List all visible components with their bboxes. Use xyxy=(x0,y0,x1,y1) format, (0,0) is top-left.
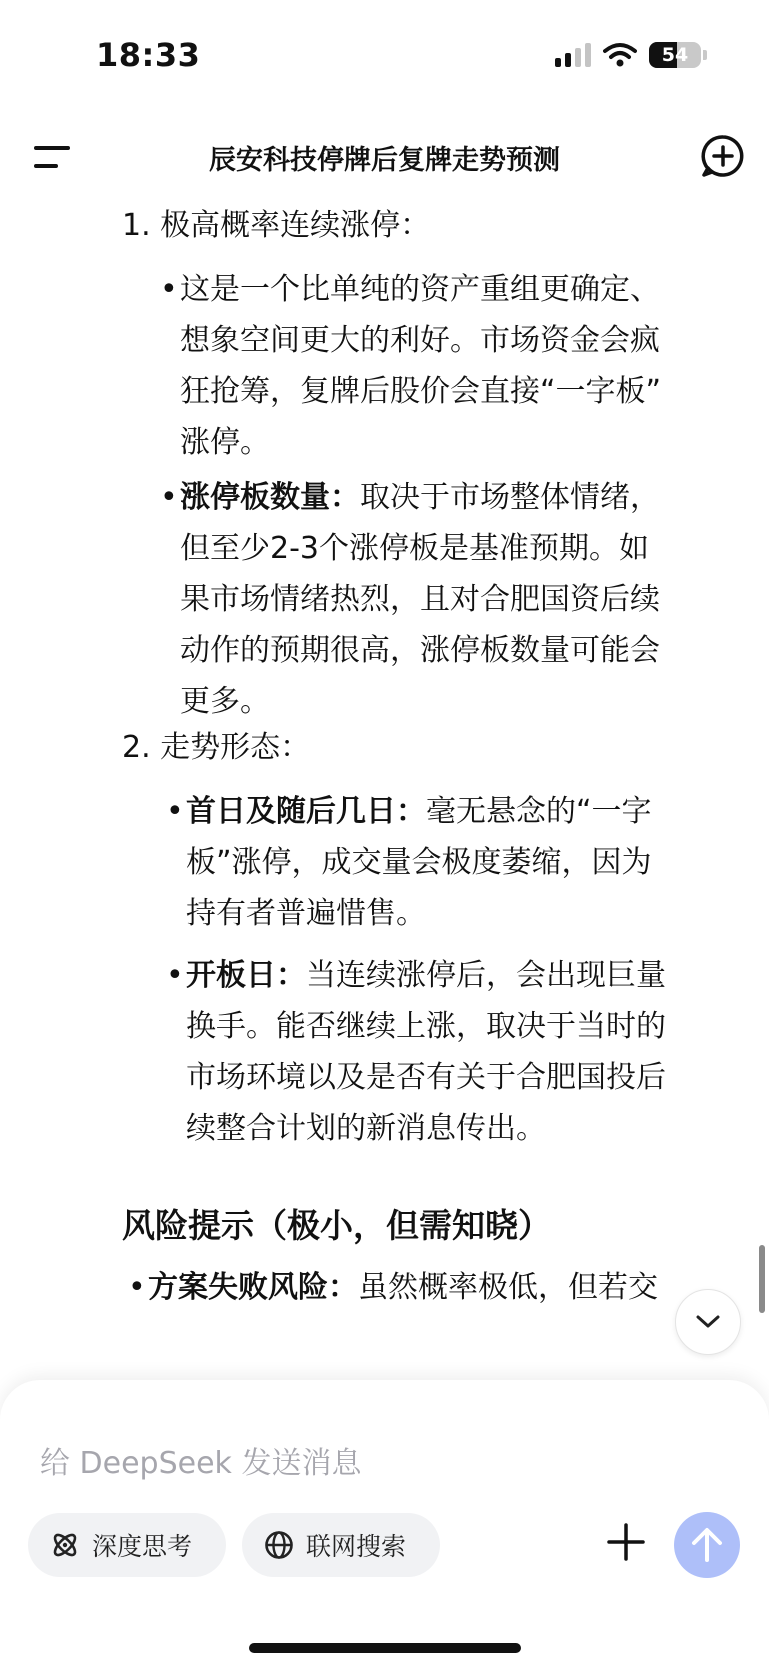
bullet-dot: • xyxy=(166,958,184,993)
item-title: 极高概率连续涨停： xyxy=(160,208,431,243)
bullet-line: 果市场情绪热烈，且对合肥国资后续 xyxy=(180,582,660,617)
bullet-bold: 开板日： xyxy=(186,958,306,993)
home-indicator xyxy=(249,1643,521,1653)
bullet-line: 市场环境以及是否有关于合肥国投后 xyxy=(186,1060,666,1095)
scroll-to-bottom-button[interactable] xyxy=(675,1289,741,1355)
numbered-item-2 xyxy=(122,722,310,773)
item-number: 1. xyxy=(122,208,151,243)
bullet-line-text: 取决于市场整体情绪， xyxy=(360,480,660,515)
bullet-text xyxy=(186,786,652,939)
item-title: 走势形态： xyxy=(160,730,311,765)
attach-plus-icon[interactable] xyxy=(601,1517,651,1567)
globe-icon xyxy=(264,1530,294,1560)
bullet-line-text: 虽然概率极低，但若交 xyxy=(358,1270,658,1305)
deep-think-label: 深度思考 xyxy=(92,1532,193,1561)
bullet-line xyxy=(186,950,666,1001)
bullet-bold: 方案失败风险： xyxy=(148,1270,358,1305)
cellular-signal-icon xyxy=(555,43,591,67)
numbered-item-1 xyxy=(122,200,430,251)
bullet-item xyxy=(166,950,666,1154)
bullet-text xyxy=(148,1262,658,1313)
arrow-up-icon xyxy=(690,1526,724,1564)
bullet-line-text: 毫无悬念的“一字 xyxy=(426,794,652,829)
bullet-dot: • xyxy=(128,1270,146,1305)
bullet-line: 换手。能否继续上涨，取决于当时的 xyxy=(186,1009,666,1044)
message-composer xyxy=(0,1380,769,1665)
web-search-button[interactable] xyxy=(242,1513,440,1577)
bullet-line: 板”涨停，成交量会极度萎缩，因为 xyxy=(186,845,652,880)
section-heading: 风险提示（极小，但需知晓） xyxy=(122,1206,551,1245)
bullet-line: 持有者普遍惜售。 xyxy=(186,896,426,931)
bullet-item xyxy=(166,786,652,939)
bullet-dot: • xyxy=(166,794,184,829)
chat-title[interactable]: 辰安科技停牌后复牌走势预测 xyxy=(209,145,560,176)
status-bar xyxy=(0,0,769,110)
battery-level: 54 xyxy=(661,44,689,66)
message-input[interactable]: 给 DeepSeek 发送消息 xyxy=(40,1446,362,1481)
bullet-line xyxy=(180,472,660,523)
message-content xyxy=(0,200,769,1380)
bullet-bold: 首日及随后几日： xyxy=(186,794,426,829)
chat-header xyxy=(0,118,769,198)
bullet-line: 动作的预期很高，涨停板数量可能会 xyxy=(180,633,660,668)
bullet-line: 续整合计划的新消息传出。 xyxy=(186,1111,546,1146)
bullet-item xyxy=(160,264,661,468)
status-icons xyxy=(555,42,707,68)
bullet-line xyxy=(186,786,652,837)
bullet-item xyxy=(128,1262,658,1313)
wifi-icon xyxy=(603,42,637,68)
bullet-item xyxy=(160,472,660,727)
bullet-line: 但至少2-3个涨停板是基准预期。如 xyxy=(180,531,649,566)
bullet-text xyxy=(180,472,660,727)
bullet-bold: 涨停板数量： xyxy=(180,480,360,515)
bullet-line-text: 当连续涨停后，会出现巨量 xyxy=(306,958,666,993)
item-number: 2. xyxy=(122,730,151,765)
status-time: 18:33 xyxy=(96,36,201,74)
bullet-text xyxy=(180,264,661,468)
bullet-dot: • xyxy=(160,272,178,307)
web-search-label: 联网搜索 xyxy=(306,1532,407,1561)
send-button[interactable] xyxy=(674,1512,740,1578)
menu-icon[interactable] xyxy=(30,138,74,178)
bullet-line xyxy=(148,1262,658,1313)
battery-cap xyxy=(703,50,707,60)
bullet-line: 想象空间更大的利好。市场资金会疯 xyxy=(180,323,660,358)
new-chat-icon[interactable] xyxy=(699,132,747,180)
bullet-line: 更多。 xyxy=(180,684,270,719)
battery-icon xyxy=(649,42,701,68)
bullet-line: 涨停。 xyxy=(180,425,270,460)
bullet-text xyxy=(186,950,666,1154)
deep-think-button[interactable] xyxy=(28,1513,226,1577)
atom-icon xyxy=(50,1530,80,1560)
scrollbar-thumb[interactable] xyxy=(759,1245,765,1313)
bullet-line: 狂抢筹，复牌后股价会直接“一字板” xyxy=(180,374,662,409)
bullet-dot: • xyxy=(160,480,178,515)
chevron-down-icon xyxy=(695,1314,721,1330)
bullet-line: 这是一个比单纯的资产重组更确定、 xyxy=(180,272,660,307)
